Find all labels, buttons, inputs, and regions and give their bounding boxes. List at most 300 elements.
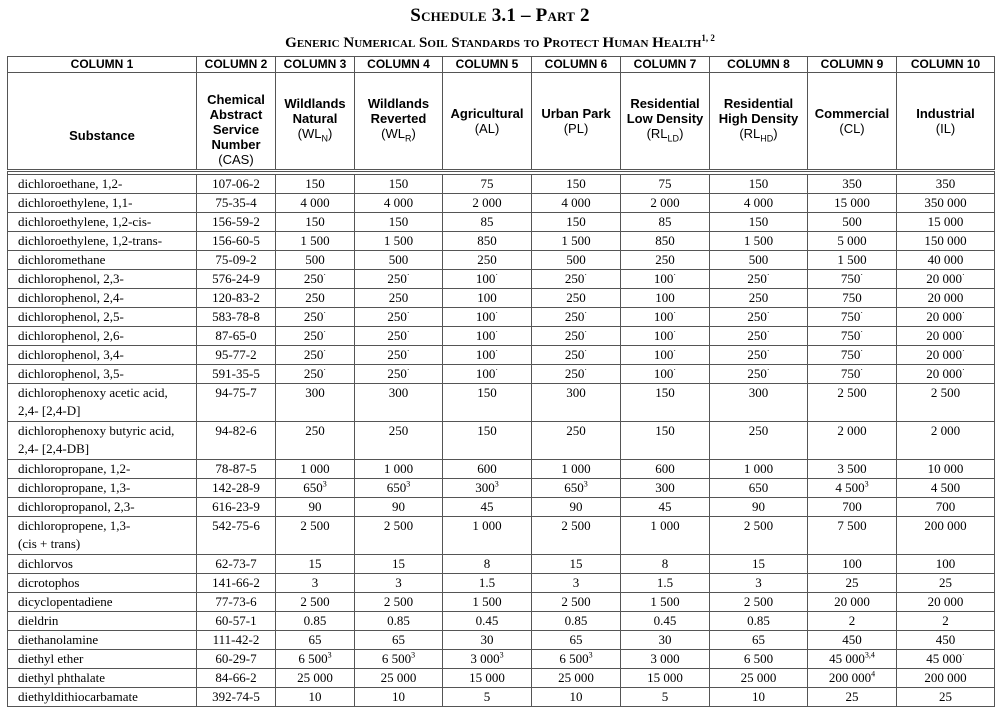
standard-value: 20 000 [927,290,964,305]
standard-value: 3 000 [470,651,500,666]
standard-value-cell [355,631,443,650]
footnote-marker: 3 [322,479,327,489]
column-header-name: Residential High Density [718,95,799,126]
substance-name-line: diethyldithiocarbamate [18,689,138,704]
standard-value-cell [621,612,710,631]
standard-value-cell [355,384,443,422]
standard-value-cell [276,175,355,194]
standard-value-cell [276,460,355,479]
standard-value-cell [897,251,995,270]
footnote-marker: · [962,270,965,280]
standard-value-cell [621,327,710,346]
standard-value: 25 [845,575,859,590]
footnote-marker: · [860,365,864,375]
standard-value-cell [276,270,355,289]
standard-value: 300 [655,480,675,495]
standard-value-cell [897,574,995,593]
column-number-row [8,57,995,73]
footnote-marker: · [323,308,327,318]
standard-value-cell [621,308,710,327]
standard-value-cell [355,650,443,669]
standard-value: 1 000 [561,461,591,476]
column-number-header: COLUMN 2 [197,57,276,73]
standard-value-cell [532,593,621,612]
column-header [621,73,710,171]
table-row [8,669,995,688]
standard-value-cell [808,346,897,365]
standard-value-cell [808,574,897,593]
standard-value-cell [355,175,443,194]
substance-name-line: 2,4- [2,4-DB] [18,441,90,456]
standard-value: 750 [840,347,861,362]
standard-value: 250 [748,290,769,305]
standard-value: 100 [655,290,675,305]
standard-value: 1 000 [650,518,680,533]
standard-value-cell [443,346,532,365]
footnote-marker: · [584,308,588,318]
column-number-header: COLUMN 1 [8,57,197,73]
standard-value: 150 000 [924,233,967,248]
standard-value: 15 [569,556,583,571]
standard-value-cell [355,194,443,213]
standard-value-cell [621,365,710,384]
standard-value: 65 [392,632,405,647]
column-header-abbr: $(WL_R)$ [381,125,416,144]
standard-value: 90 [569,499,583,514]
standard-value-cell [710,251,808,270]
standard-value: 10 [308,689,322,704]
substance-name-line: (cis + trans) [18,536,81,551]
standard-value-cell [443,384,532,422]
standard-value: 75 [658,176,672,191]
standard-value-cell [808,555,897,574]
standard-value: 90 [392,499,405,514]
footnote-marker: · [406,365,410,375]
standard-value: 250 [388,290,409,305]
substance-cell [8,270,197,289]
standard-value-cell [710,346,808,365]
standard-value-cell [621,593,710,612]
table-body [8,175,995,707]
standard-value-cell [276,517,355,555]
column-header [710,73,808,171]
standard-value: 0.85 [387,613,410,628]
table-row [8,612,995,631]
cas-number-cell: 77-73-6 [197,593,276,612]
cas-number-cell: 576-24-9 [197,270,276,289]
standard-value: 250 [303,366,324,381]
standard-value: 100 [653,328,674,343]
table-row [8,308,995,327]
standard-value-cell [276,346,355,365]
cas-number-cell: 94-82-6 [197,422,276,460]
standard-value-cell [621,289,710,308]
cas-number-cell: 583-78-8 [197,308,276,327]
standard-value-cell [355,346,443,365]
standard-value: 250 [564,309,585,324]
standard-value-cell [897,232,995,251]
standard-value-cell [710,517,808,555]
substance-cell [8,384,197,422]
standard-value-cell [621,669,710,688]
standard-value: 250 [477,252,497,267]
footnote-marker: 3,4 [864,650,875,660]
standard-value-cell [621,688,710,707]
standard-value-cell [808,612,897,631]
standard-value: 650 [386,480,407,495]
standard-value: 150 [388,176,409,191]
substance-name-line: dichlorophenol, 3,4- [18,347,124,362]
column-header-abbr: (CL) [839,121,865,136]
standard-value-cell [808,384,897,422]
footnote-marker: · [323,346,327,356]
standard-value: 3 [395,575,402,590]
standard-value-cell [808,289,897,308]
footnote-marker: · [962,650,965,660]
standard-value-cell [276,384,355,422]
substance-cell [8,327,197,346]
cas-number-cell: 142-28-9 [197,479,276,498]
standard-value-cell [443,460,532,479]
cas-number-cell: 141-66-2 [197,574,276,593]
standard-value: 2 000 [837,423,867,438]
standard-value: 300 [388,385,409,400]
table-row [8,384,995,422]
standard-value-cell [443,574,532,593]
footnote-marker: · [673,365,677,375]
standard-value-cell [710,270,808,289]
standard-value-cell [808,175,897,194]
subtitle-text: Generic Numerical Soil Standards to Protect Human Health [285,35,702,51]
standard-value-cell [443,631,532,650]
standard-value: 45 [480,499,494,514]
column-header-abbr: $(WL_N)$ [297,125,333,144]
standard-value: 650 [748,480,769,495]
column-number-header: COLUMN 9 [808,57,897,73]
abbr-subscript: HD [760,133,774,144]
standard-value-cell [897,327,995,346]
standard-value: 200 000 [924,670,967,685]
substance-cell [8,232,197,251]
footnote-marker: · [860,346,864,356]
standard-value: 250 [564,347,585,362]
standard-value: 150 [477,385,497,400]
standard-value-cell [897,213,995,232]
standard-value: 450 [842,632,862,647]
column-number-header: COLUMN 5 [443,57,532,73]
standard-value: 150 [566,176,586,191]
cas-number-cell: 392-74-5 [197,688,276,707]
standard-value: 150 [388,214,409,229]
substance-cell [8,194,197,213]
standard-value: 45 000 [926,651,963,666]
table-row [8,327,995,346]
standard-value: 250 [566,290,586,305]
standard-value-cell [355,365,443,384]
standard-value-cell [532,631,621,650]
standard-value-cell [443,593,532,612]
standard-value-cell [897,289,995,308]
column-header [808,73,897,171]
cas-number-cell: 62-73-7 [197,555,276,574]
standard-value: 0.45 [653,613,677,628]
standard-value-cell [710,669,808,688]
standard-value-cell [443,612,532,631]
standard-value-cell [355,612,443,631]
column-header [276,73,355,171]
standard-value: 500 [842,214,862,229]
document-title: Schedule 3.1 – Part 2 [410,5,590,26]
standard-value-cell [443,270,532,289]
footnote-marker: 3 [499,650,504,660]
standard-value-cell [897,517,995,555]
standard-value: 500 [566,252,586,267]
substance-name-line: dichloropropane, 1,3- [18,480,131,495]
footnote-marker: 3 [864,479,869,489]
standard-value-cell [710,593,808,612]
substance-cell [8,574,197,593]
standard-value: 20 000 [926,366,963,381]
standard-value-cell [621,574,710,593]
standard-value-cell [621,270,710,289]
standard-value-cell [808,498,897,517]
substance-cell [8,308,197,327]
standard-value-cell [621,460,710,479]
cas-number-cell: 84-66-2 [197,669,276,688]
column-number-header: COLUMN 6 [532,57,621,73]
standard-value: 85 [480,214,494,229]
standard-value-cell [443,498,532,517]
footnote-marker: · [766,270,770,280]
standard-value: 2 000 [930,423,961,438]
substance-cell [8,631,197,650]
footnote-marker: · [495,308,499,318]
column-number-header: COLUMN 7 [621,57,710,73]
substance-cell [8,479,197,498]
standard-value: 4 000 [300,195,330,210]
column-number-header: COLUMN 3 [276,57,355,73]
standard-value-cell [710,631,808,650]
standard-value-cell [532,555,621,574]
cas-number-cell: 156-60-5 [197,232,276,251]
column-header-abbr: (PL) [563,121,589,136]
standard-value: 250 [388,423,409,438]
substance-name-line: diethanolamine [18,632,99,647]
table-row [8,574,995,593]
substance-cell [8,289,197,308]
substance-name-line: dicyclopentadiene [18,594,113,609]
substance-name-line: dieldrin [18,613,59,628]
cas-number-cell: 120-83-2 [197,289,276,308]
standard-value-cell [808,365,897,384]
standard-value: 6 500 [298,651,328,666]
standard-value: 150 [305,214,325,229]
standard-value: 20 000 [926,347,963,362]
standard-value-cell [897,631,995,650]
standard-value: 15 000 [469,670,505,685]
standard-value-cell [532,175,621,194]
column-header-row [8,73,995,171]
standard-value: 2 500 [300,518,330,533]
footnote-marker: · [766,327,770,337]
substance-name-line: dichlorophenol, 2,5- [18,309,124,324]
standard-value-cell [710,612,808,631]
substance-name-line: dichlorophenol, 2,4- [18,290,124,305]
substance-name-line: dichlorophenol, 2,6- [18,328,124,343]
standard-value-cell [621,175,710,194]
standard-value-cell [710,650,808,669]
standard-value-cell [808,479,897,498]
standard-value-cell [276,688,355,707]
standard-value-cell [808,650,897,669]
standard-value-cell [808,194,897,213]
standard-value-cell [808,631,897,650]
standard-value: 3 [755,575,762,590]
substance-name-line: dichloroethylene, 1,2-trans- [18,233,163,248]
standard-value-cell [355,669,443,688]
substance-cell [8,365,197,384]
table-row [8,479,995,498]
substance-cell [8,688,197,707]
table-row [8,631,995,650]
standard-value: 150 [655,385,675,400]
substance-name-line: dichloroethane, 1,2- [18,176,123,191]
standard-value: 750 [840,328,861,343]
standard-value: 250 [655,252,675,267]
standard-value: 1 500 [650,594,680,609]
footnote-marker: · [962,365,965,375]
column-number-header: COLUMN 8 [710,57,808,73]
standard-value: 2 500 [300,594,330,609]
standard-value: 3 000 [650,651,680,666]
substance-name-line: dichlorophenol, 3,5- [18,366,124,381]
standard-value-cell [897,422,995,460]
standard-value: 250 [305,423,325,438]
standard-value: 20 000 [926,309,963,324]
substance-name-line: dichloropropanol, 2,3- [18,499,135,514]
standard-value-cell [897,308,995,327]
standard-value-cell [808,460,897,479]
standard-value: 850 [477,233,497,248]
standard-value: 20 000 [926,328,963,343]
standard-value-cell [355,251,443,270]
standard-value: 250 [747,366,767,381]
substance-name-line: dicrotophos [18,575,80,590]
footnote-marker: · [860,270,864,280]
standard-value: 90 [752,499,765,514]
standard-value-cell [443,213,532,232]
standard-value-cell [532,232,621,251]
standard-value-cell [621,213,710,232]
standard-value: 150 [748,214,769,229]
standard-value: 100 [935,556,956,571]
substance-name-line: 2,4- [2,4-D] [18,403,81,418]
column-header [197,73,276,171]
column-header [532,73,621,171]
standard-value: 10 [392,689,405,704]
standard-value-cell [621,479,710,498]
abbr-subscript: LD [667,133,680,144]
standard-value: 75 [480,176,494,191]
substance-name-line: diethyl ether [18,651,84,666]
substance-name-line: dichlorophenoxy butyric acid, [18,423,175,438]
substance-name-line: dichlorvos [18,556,73,571]
footnote-marker: · [962,308,965,318]
footnote-marker: 4 [871,669,876,679]
standard-value: 1 000 [383,461,414,476]
standard-value: 750 [842,290,862,305]
standard-value-cell [897,365,995,384]
standard-value: 200 000 [924,518,967,533]
substance-name-line: diethyl phthalate [18,670,106,685]
column-header-abbr: $(RL_{HD})$ [739,125,778,144]
standard-value-cell [276,213,355,232]
standard-value-cell [621,650,710,669]
footnote-marker: · [673,270,677,280]
standard-value: 40 000 [927,252,964,267]
substance-name-line: dichloropropene, 1,3- [18,518,131,533]
standard-value-cell [808,669,897,688]
standard-value-cell [621,194,710,213]
abbr-subscript: R [405,133,412,144]
standard-value: 2 500 [561,518,591,533]
standard-value-cell [532,346,621,365]
standard-value-cell [897,479,995,498]
standard-value: 350 [935,176,956,191]
standard-value-cell [532,479,621,498]
substance-cell [8,593,197,612]
standard-value-cell [532,384,621,422]
standard-value: 85 [658,214,672,229]
standard-value-cell [276,612,355,631]
standard-value-cell [808,688,897,707]
standard-value: 750 [840,366,861,381]
column-header [355,73,443,171]
standard-value: 4 000 [383,195,414,210]
footnote-marker: · [406,327,410,337]
standard-value: 150 [748,176,769,191]
standard-value: 90 [308,499,322,514]
standard-value: 20 000 [926,271,963,286]
column-header-name: Agricultural [450,106,524,121]
cas-number-cell: 95-77-2 [197,346,276,365]
standard-value-cell [443,688,532,707]
standard-value: 500 [748,252,769,267]
column-header-name: Industrial [916,106,975,121]
standard-value-cell [443,555,532,574]
standard-value: 20 000 [834,594,870,609]
standard-value-cell [897,669,995,688]
substance-cell [8,669,197,688]
subtitle-footnotes: 1, 2 [701,33,715,43]
cas-number-cell: 542-75-6 [197,517,276,555]
standard-value-cell [532,517,621,555]
footnote-marker: · [406,308,410,318]
standard-value-cell [276,631,355,650]
standard-value-cell [443,327,532,346]
table-row [8,688,995,707]
substance-name-line: dichlorophenol, 2,3- [18,271,124,286]
standard-value: 4 000 [743,195,774,210]
standard-value: 100 [475,271,496,286]
standard-value-cell [532,194,621,213]
standard-value-cell [443,479,532,498]
standard-value: 15 [392,556,405,571]
standard-value: 250 [748,423,769,438]
standard-value-cell [897,612,995,631]
standard-value: 1 500 [561,233,591,248]
standard-value: 10 [752,689,765,704]
